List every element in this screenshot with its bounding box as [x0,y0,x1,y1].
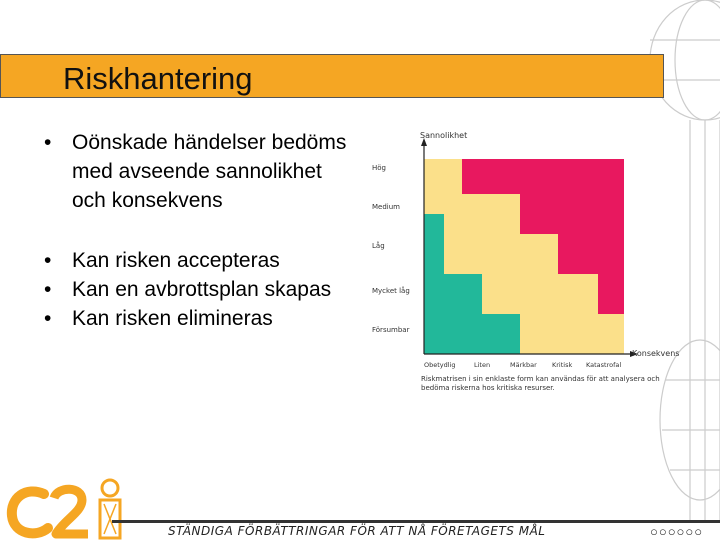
title-bar [0,54,664,98]
matrix-caption: Riskmatrisen i sin enklaste form kan användas för att analysera och bedöma riskerna hos kritiska resurser. [421,375,660,392]
bullet-item: • Kan en avbrottsplan skapas [40,275,350,304]
y-label-forsumbar: Försumbar [372,326,410,334]
x-label-liten: Liten [474,361,491,369]
x-label-katastrofal: Katastrofal [586,361,622,369]
risk-matrix [366,124,686,404]
x-label-markbar: Märkbar [510,361,537,369]
x-label-kritisk: Kritisk [552,361,573,369]
y-label-mycket-lag: Mycket låg [372,287,410,295]
bullet-item: • Kan risken accepteras [40,246,350,275]
x-label-obetydlig: Obetydlig [424,361,456,369]
y-label-hog: Hög [372,164,386,172]
footer-slogan: STÄNDIGA FÖRBÄTTRINGAR FÖR ATT NÅ FÖRETAGETS MÅL [168,524,546,538]
c2i-logo [6,476,136,540]
page-title: Riskhantering [63,61,253,96]
footer-divider [112,520,720,523]
y-axis-title: Sannolikhet [420,131,468,140]
bullet-item: • Oönskade händelser bedöms med avseende sannolikhet och konsekvens [40,128,350,215]
y-label-lag: Låg [372,242,385,250]
x-axis-title: Konsekvens [632,349,680,358]
bullet-list [40,128,350,333]
y-label-medium: Medium [372,203,400,211]
footer-circles: ○○○○○○ [650,524,704,539]
bullet-item: • Kan risken elimineras [40,304,350,333]
